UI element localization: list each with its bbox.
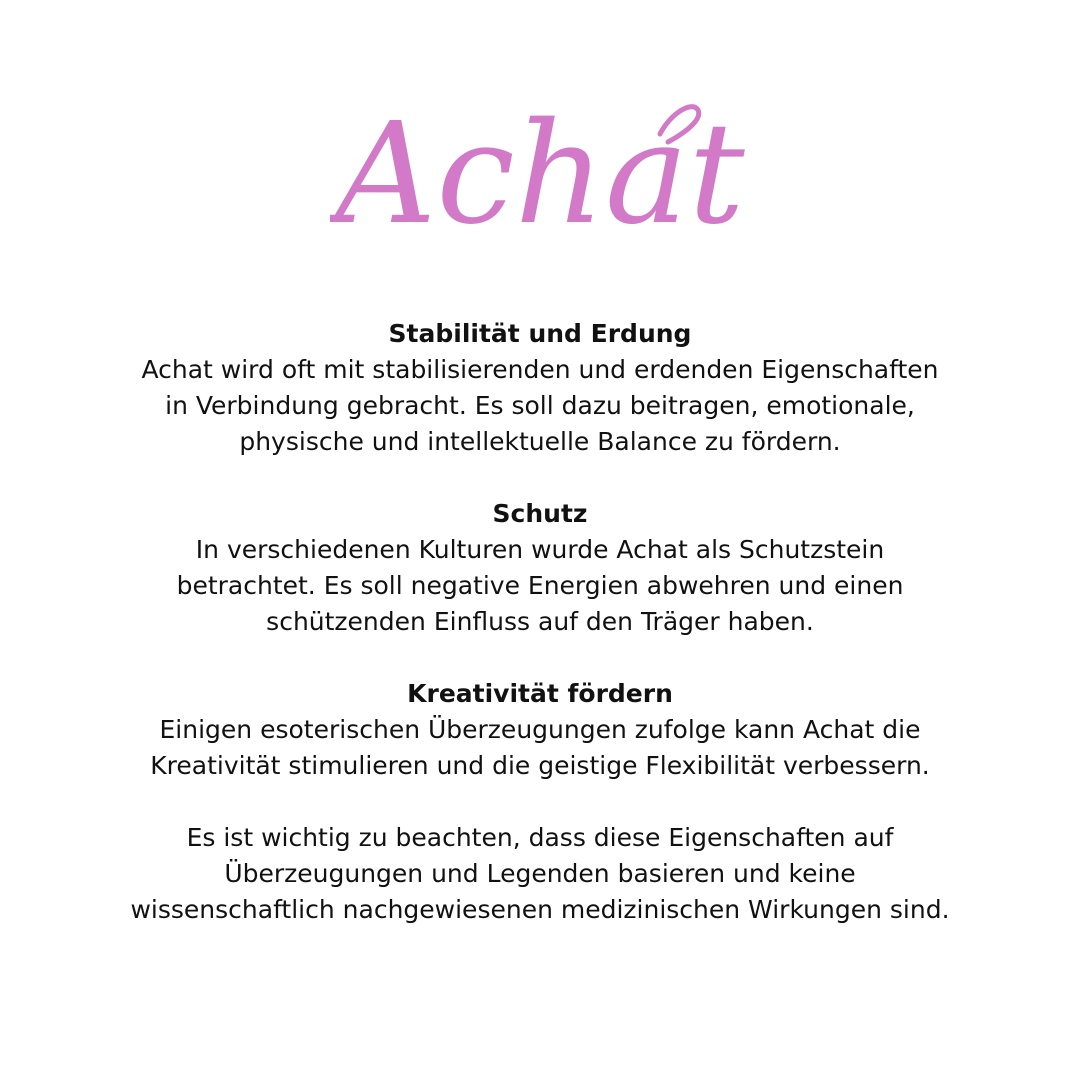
section-line: Einigen esoterischen Überzeugungen zufolge kann Achat die <box>159 715 921 744</box>
section-kreativitaet <box>0 676 1080 784</box>
note-line: wissenschaftlich nachgewiesenen medizinischen Wirkungen sind. <box>130 895 950 924</box>
title-text: Achat <box>335 93 745 256</box>
section-line: in Verbindung gebracht. Es soll dazu beitragen, emotionale, <box>165 391 915 420</box>
section-schutz <box>0 496 1080 640</box>
section-line: Kreativität stimulieren und die geistige Flexibilität verbessern. <box>150 751 930 780</box>
section-heading: Kreativität fördern <box>407 679 673 708</box>
content <box>0 316 1080 964</box>
note-line: Überzeugungen und Legenden basieren und keine <box>224 859 856 888</box>
section-line: physische und intellektuelle Balance zu fördern. <box>239 427 841 456</box>
section-line: betrachtet. Es soll negative Energien abwehren und einen <box>176 571 904 600</box>
title-script-logo <box>330 92 750 262</box>
disclaimer-note <box>0 820 1080 928</box>
section-line: Achat wird oft mit stabilisierenden und erdenden Eigenschaften <box>141 355 939 384</box>
page-title <box>0 92 1080 262</box>
section-stabilitaet <box>0 316 1080 460</box>
section-heading: Stabilität und Erdung <box>388 319 692 348</box>
section-line: In verschiedenen Kulturen wurde Achat als Schutzstein <box>195 535 885 564</box>
section-line: schützenden Einfluss auf den Träger haben. <box>266 607 814 636</box>
note-line: Es ist wichtig zu beachten, dass diese Eigenschaften auf <box>186 823 894 852</box>
section-heading: Schutz <box>492 499 588 528</box>
